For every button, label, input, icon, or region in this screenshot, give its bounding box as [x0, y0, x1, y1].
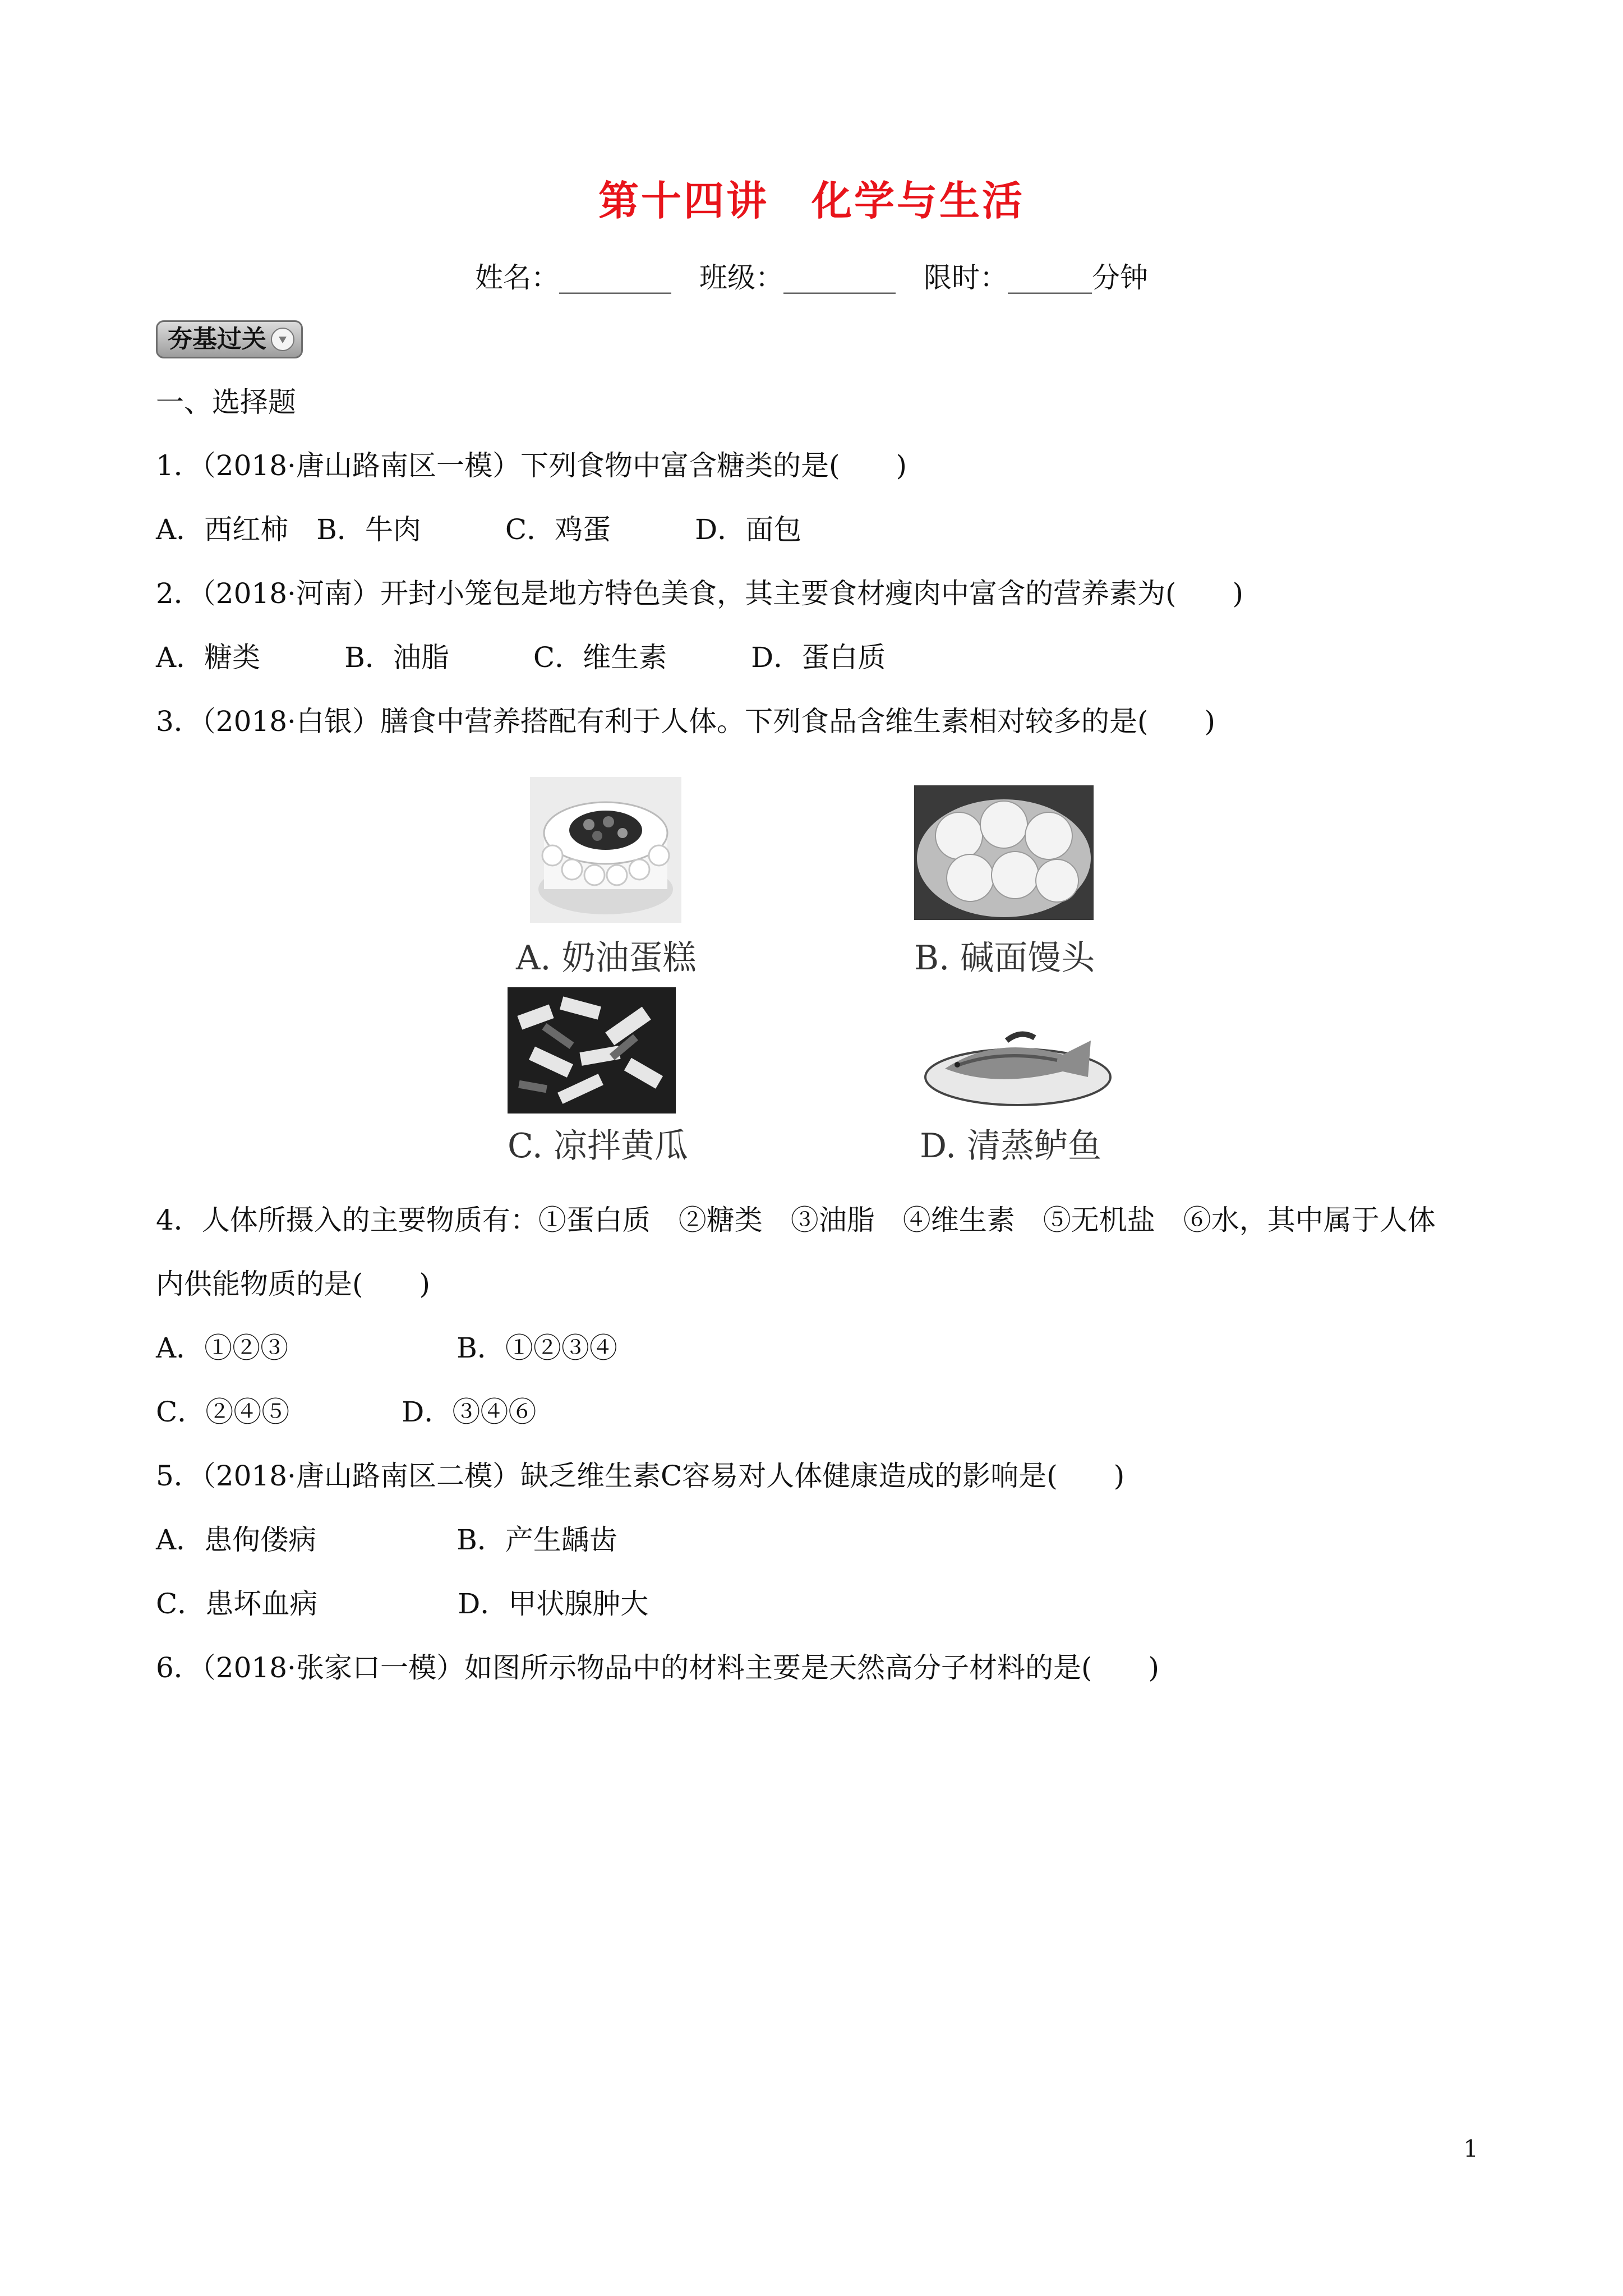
question-4-stem-line1: 4．人体所摄入的主要物质有：①蛋白质 ②糖类 ③油脂 ④维生素 ⑤无机盐 ⑥水，其中属于人体 — [156, 1204, 1436, 1236]
question-2-stem: 2．（2018·河南）开封小笼包是地方特色美食，其主要食材瘦肉中富含的营养素为( ) — [156, 577, 1243, 610]
question-6-stem: 6．（2018·张家口一模）如图所示物品中的材料主要是天然高分子材料的是( ) — [156, 1651, 1159, 1684]
steamed-fish-image — [923, 1010, 1113, 1111]
section-heading: 一、选择题 — [156, 386, 296, 418]
cream-cake-image — [530, 777, 681, 923]
question-5-options-ab: A．患佝偻病 B．产生龋齿 — [156, 1524, 617, 1556]
option-b-caption: B. 碱面馒头 — [914, 938, 1095, 978]
question-1-options: A．西红柿 B．牛肉 C．鸡蛋 D．面包 — [156, 513, 802, 546]
question-5-options-cd: C．患坏血病 D．甲状腺肿大 — [156, 1588, 649, 1620]
option-d-caption: D. 清蒸鲈鱼 — [920, 1126, 1102, 1166]
option-a-caption: A. 奶油蛋糕 — [516, 938, 697, 978]
question-4-options-cd: C．②④⑤ D．③④⑥ — [156, 1396, 537, 1428]
question-5-stem: 5．（2018·唐山路南区二模）缺乏维生素C容易对人体健康造成的影响是( ) — [156, 1460, 1125, 1492]
section-badge — [156, 320, 303, 358]
question-1-stem: 1．（2018·唐山路南区一模）下列食物中富含糖类的是( ) — [156, 449, 907, 482]
question-3-stem: 3．（2018·白银）膳食中营养搭配有利于人体。下列食品含维生素相对较多的是( ) — [156, 705, 1215, 738]
question-4-stem-line2: 内供能物质的是( ) — [156, 1268, 431, 1300]
question-4-options-ab: A．①②③ B．①②③④ — [156, 1332, 617, 1364]
down-arrow-icon — [271, 328, 294, 351]
steamed-buns-image — [914, 785, 1094, 920]
student-info-line: 姓名：________ 班级：________ 限时：______分钟 — [475, 261, 1148, 294]
question-2-options: A．糖类 B．油脂 C．维生素 D．蛋白质 — [156, 641, 886, 674]
option-c-caption: C. 凉拌黄瓜 — [508, 1126, 688, 1166]
cucumber-salad-image — [508, 987, 676, 1114]
page-number: 1 — [1463, 2135, 1478, 2162]
badge-label: 夯基过关 — [168, 325, 266, 353]
page-title: 第十四讲 化学与生活 — [598, 177, 1025, 224]
